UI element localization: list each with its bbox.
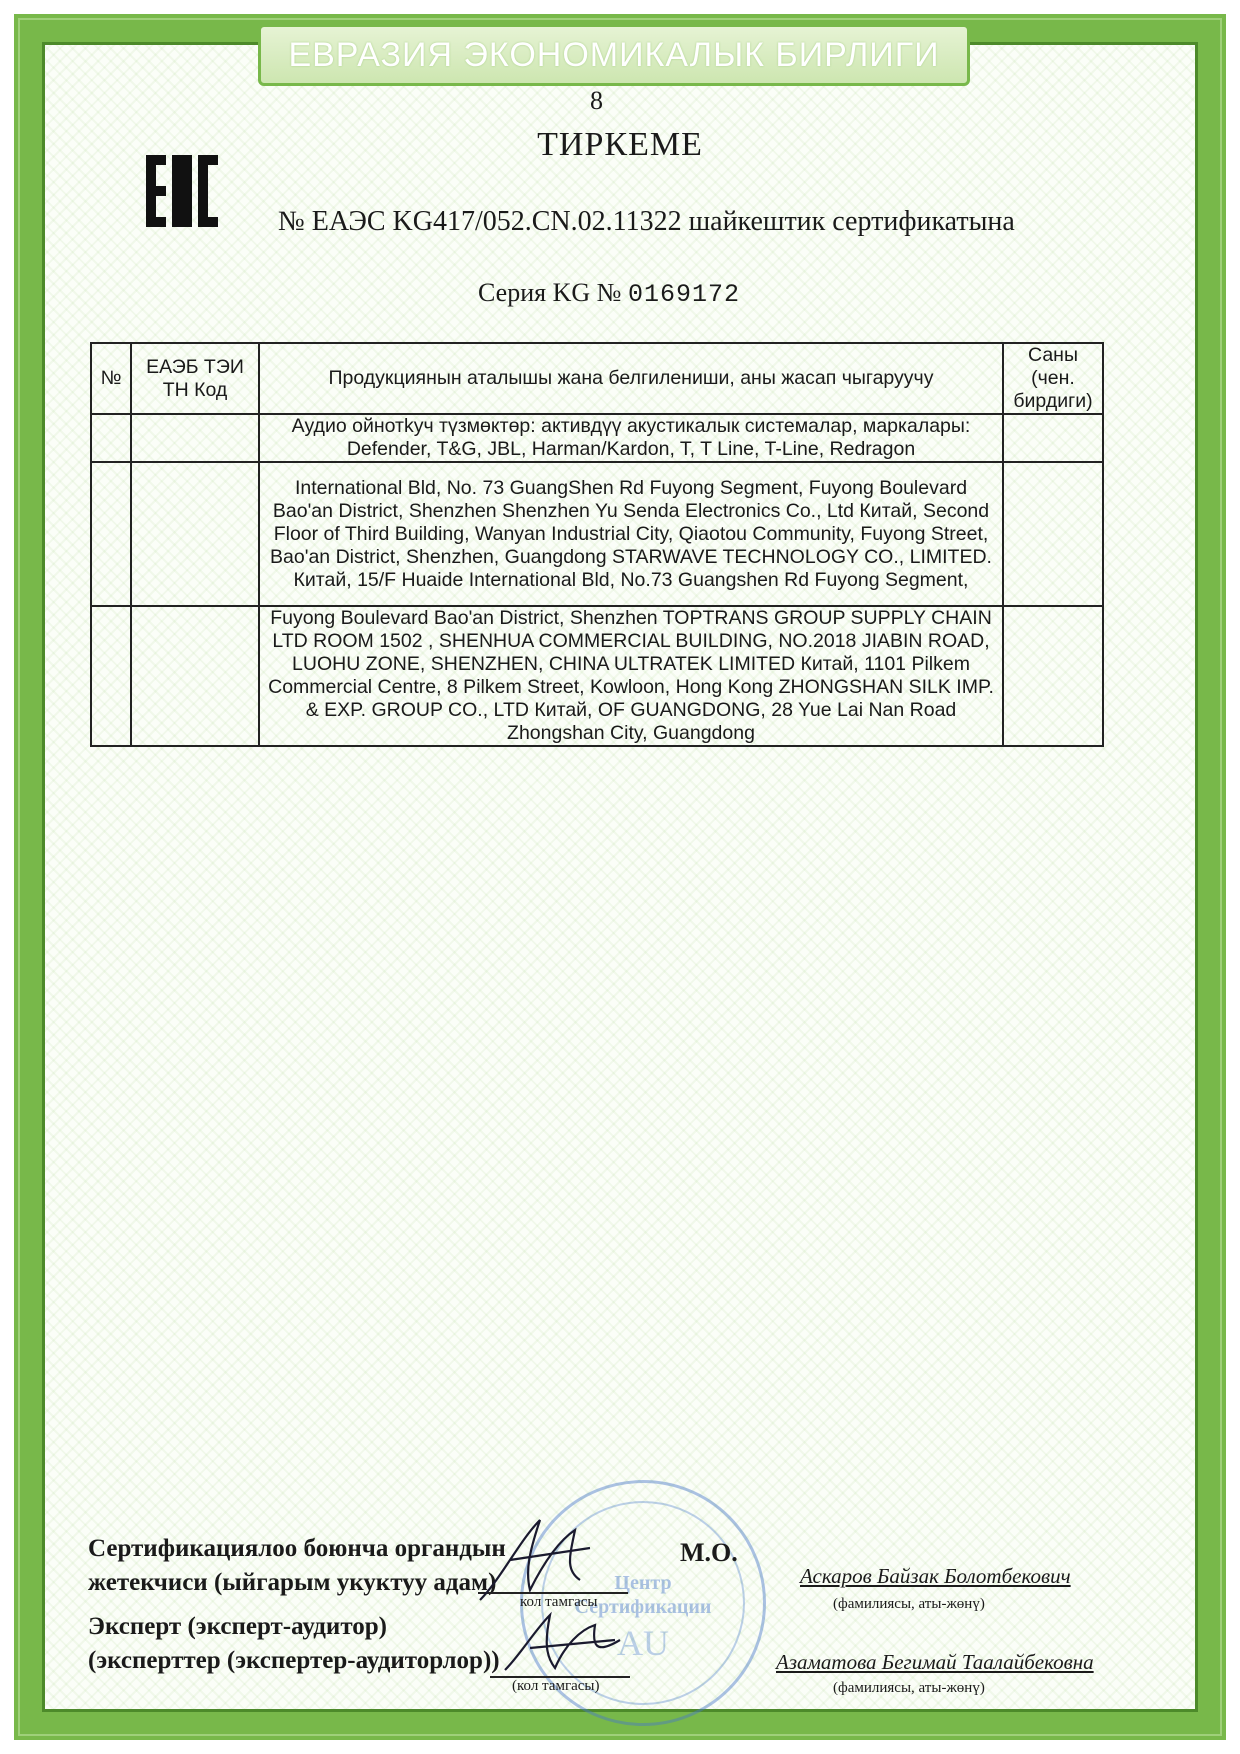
table-row <box>91 462 1103 606</box>
row-qty <box>1003 414 1103 462</box>
head-signature-caption: кол тамгасы <box>520 1594 598 1610</box>
expert-name: Азаматова Бегимай Таалайбековна <box>776 1650 1094 1674</box>
svg-text:Центр: Центр <box>614 1572 672 1594</box>
expert-role-line2: (эксперттер (экспертер-аудиторлор)) <box>88 1647 500 1674</box>
top-banner <box>258 24 970 86</box>
expert-name-caption: (фамилиясы, аты-жөнү) <box>833 1680 985 1696</box>
row-qty <box>1003 606 1103 746</box>
document-title: ТИРКЕМЕ <box>537 126 703 163</box>
expert-signature-caption: (кол тамгасы) <box>512 1678 600 1694</box>
row-product: Fuyong Boulevard Bao'an District, Shenzhen TOPTRANS GROUP SUPPLY CHAIN LTD ROOM 1502 , SHENHUA COMMERCIAL BUILDING, NO.2018 JIABIN ROAD, LUOHU ZONE, SHENZHEN, CHINA ULTRATEK LIMITED Китай, 1101 Pilkem Commercial Centre, 8 Pilkem Street, Kowloon, Hong Kong ZHONGSHAN SILK IMP. & EXP. GROUP CO., LTD Китай, OF GUANGDONG, 28 Yue Lai Nan Road Zhongshan City, Guangdong <box>259 606 1003 746</box>
series-label: Серия KG № <box>478 278 622 307</box>
svg-text:AU: AU <box>617 1623 669 1663</box>
row-qty <box>1003 462 1103 606</box>
head-role <box>88 1532 506 1600</box>
header-num: № <box>91 343 131 414</box>
head-role-line2: жетекчиси (ыйгарым укуктуу адам) <box>88 1569 497 1596</box>
expert-role <box>88 1610 500 1678</box>
svg-text:Сертификации: Сертификации <box>574 1596 712 1618</box>
header-code: ЕАЭБ ТЭИ ТН Код <box>131 343 259 414</box>
head-signature-icon <box>470 1500 610 1612</box>
row-code <box>131 462 259 606</box>
row-product: International Bld, No. 73 GuangShen Rd Fuyong Segment, Fuyong Boulevard Bao'an District, Shenzhen Shenzhen Yu Senda Electronics Co., Ltd Китай, Second Floor of Third Building, Wanyan Industrial City, Qiaotou Community, Fuyong Street, Bao'an District, Shenzhen, Guangdong STARWAVE TECHNOLOGY CO., LIMITED. Китай, 15/F Huaide International Bld, No.73 Guangshen Rd Fuyong Segment, <box>259 462 1003 606</box>
head-name: Аскаров Байзак Болотбекович <box>800 1564 1071 1588</box>
certificate-number-line: № ЕАЭС KG417/052.CN.02.11322 шайкештик сертификатына <box>278 206 1015 237</box>
row-code <box>131 414 259 462</box>
row-num <box>91 606 131 746</box>
seal-place-mark: М.О. <box>680 1538 738 1567</box>
row-num <box>91 414 131 462</box>
table-row <box>91 606 1103 746</box>
page-number: 8 <box>590 86 603 115</box>
header-product: Продукциянын аталышы жана белгилениши, аны жасап чыгаруучу <box>259 343 1003 414</box>
head-role-line1: Сертификациялоо боюнча органдын <box>88 1535 506 1562</box>
series-number: 0169172 <box>627 280 740 309</box>
table-header-row <box>91 343 1103 414</box>
table-row <box>91 414 1103 462</box>
header-qty: Саны (чен. бирдиги) <box>1003 343 1103 414</box>
expert-role-line1: Эксперт (эксперт-аудитор) <box>88 1613 388 1640</box>
row-code <box>131 606 259 746</box>
product-table <box>90 342 1104 747</box>
series-line <box>478 278 740 309</box>
expert-signature-icon <box>500 1600 630 1682</box>
head-name-caption: (фамилиясы, аты-жөнү) <box>833 1596 985 1612</box>
row-product: Аудио ойнотkуч түзмөктөр: активдүү акустикалык системалар, маркалары: Defender, T&G, JBL, Harman/Kardon, T, T Line, T-Line, Redragon <box>259 414 1003 462</box>
eac-logo-icon <box>146 155 218 227</box>
banner-text: ЕВРАЗИЯ ЭКОНОМИКАЛЫК БИРЛИГИ <box>288 35 940 74</box>
row-num <box>91 462 131 606</box>
